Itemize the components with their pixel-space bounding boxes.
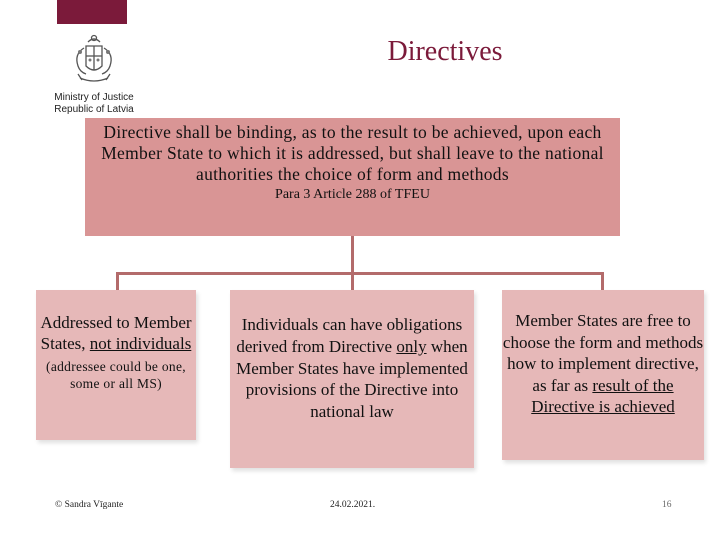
individuals-text xyxy=(230,314,474,423)
addressee-text-a: Addressed to Member States, xyxy=(40,313,192,353)
connector-horizontal xyxy=(116,272,604,275)
page-title: Directives xyxy=(387,36,503,67)
addressee-text xyxy=(36,312,196,354)
member-states-text-a: Member States are free to choose the form and methods how to implement directive, as far as xyxy=(502,311,704,395)
logo-line-1: Ministry of Justice xyxy=(54,92,134,103)
individuals-text-a: Individuals can have obligations derived from Directive xyxy=(236,315,463,356)
connector-stem xyxy=(351,236,354,274)
top-accent-bar xyxy=(57,0,127,24)
ministry-logo xyxy=(50,34,138,118)
individuals-text-underlined: only xyxy=(396,336,427,356)
footer-date: 24.02.2021. xyxy=(330,500,376,510)
member-states-box xyxy=(502,290,704,460)
definition-text: Directive shall be binding, as to the result to be achieved, upon each Member State to which it is addressed, but shall leave to the national authorities the choice of form and methods xyxy=(101,122,604,184)
logo-line-2: Republic of Latvia xyxy=(54,104,134,115)
individuals-text-b: when Member States have implemented provisions of the Directive into national law xyxy=(236,336,468,422)
addressee-note: (addressee could be one, some or all MS) xyxy=(46,359,186,391)
member-states-text-underlined: result of the Directive is achieved xyxy=(531,375,675,416)
definition-box xyxy=(85,118,620,236)
coat-of-arms-icon xyxy=(70,34,118,90)
page-number: 16 xyxy=(662,500,672,510)
connector-left xyxy=(116,272,119,290)
addressee-text-underlined: not individuals xyxy=(89,334,192,353)
member-states-text xyxy=(502,310,704,418)
definition-reference: Para 3 Article 288 of TFEU xyxy=(275,187,430,202)
individuals-box xyxy=(230,290,474,468)
connector-right xyxy=(601,272,604,290)
connector-middle xyxy=(351,272,354,290)
footer-author: © Sandra Vīgante xyxy=(55,500,124,510)
addressee-box xyxy=(36,290,196,440)
